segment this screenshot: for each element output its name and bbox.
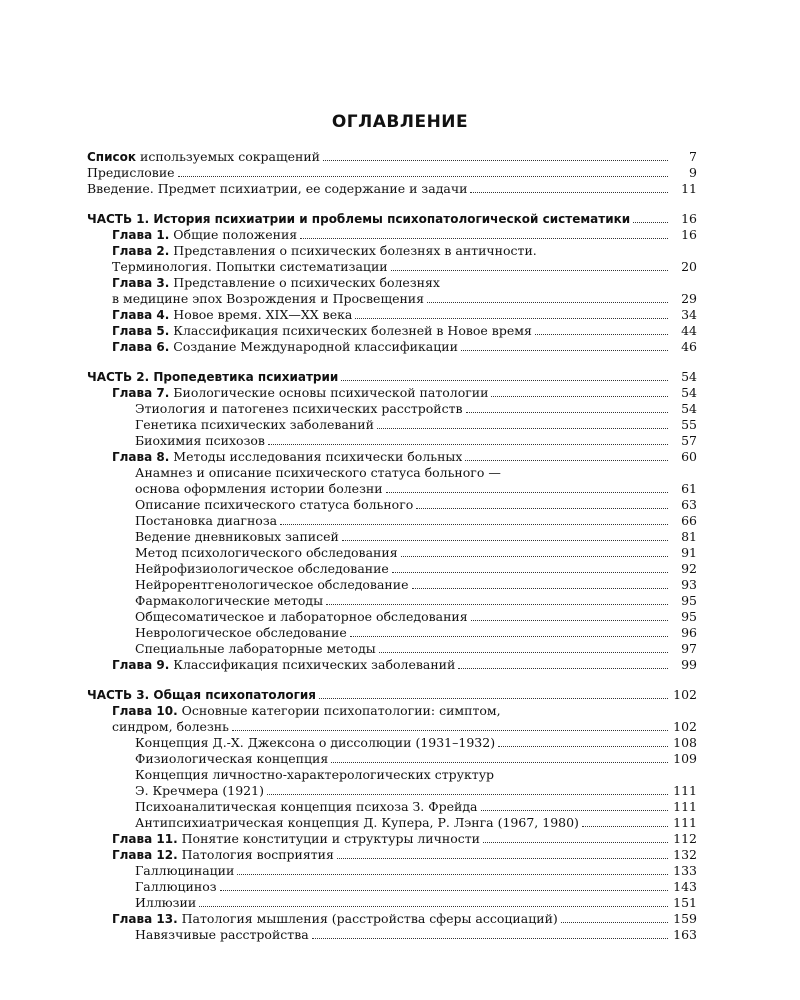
leader-dots bbox=[341, 380, 668, 381]
toc-row[interactable] bbox=[87, 847, 697, 863]
entry-title bbox=[112, 385, 488, 401]
page-number: 60 bbox=[681, 449, 697, 464]
leader-dots bbox=[267, 794, 668, 795]
page-number: 151 bbox=[673, 895, 697, 910]
entry-text: Этиология и патогенез психических расстройств bbox=[135, 401, 463, 416]
page-number: 92 bbox=[681, 561, 697, 576]
entry-title bbox=[135, 529, 339, 545]
entry-title bbox=[135, 863, 234, 879]
entry-text: Галлюцинации bbox=[135, 863, 235, 878]
entry-text: Представление о психических болезнях bbox=[173, 275, 440, 290]
entry-title bbox=[135, 879, 217, 895]
entry-text: Патология мышления (расстройства сферы ассоциаций) bbox=[181, 911, 558, 926]
entry-title bbox=[135, 497, 413, 513]
toc-row[interactable] bbox=[87, 243, 697, 259]
page-title: ОГЛАВЛЕНИЕ bbox=[331, 112, 469, 132]
page-number: 61 bbox=[681, 481, 697, 496]
entry-title bbox=[135, 751, 328, 767]
toc-row[interactable] bbox=[87, 227, 697, 243]
entry-title bbox=[135, 609, 468, 625]
part-title bbox=[87, 687, 316, 703]
leader-dots bbox=[312, 938, 668, 939]
toc-row[interactable] bbox=[87, 529, 697, 545]
entry-text: Метод психологического обследования bbox=[135, 545, 398, 560]
entry-title bbox=[135, 783, 264, 799]
entry-title bbox=[112, 719, 229, 735]
part-section bbox=[87, 211, 697, 355]
page-number: 20 bbox=[681, 259, 697, 274]
page-number: 96 bbox=[681, 625, 697, 640]
page-number: 54 bbox=[681, 385, 697, 400]
page-number: 44 bbox=[681, 323, 697, 338]
toc-row[interactable] bbox=[87, 815, 697, 831]
toc-row[interactable] bbox=[87, 339, 697, 355]
page-number: 57 bbox=[681, 433, 697, 448]
leader-dots bbox=[379, 652, 668, 653]
entry-text: Нейрофизиологическое обследование bbox=[135, 561, 389, 576]
part-title-text: ЧАСТЬ 1. История психиатрии и проблемы психопатологической систематики bbox=[87, 212, 631, 226]
entry-text: Специальные лабораторные методы bbox=[135, 641, 376, 656]
entry-title bbox=[112, 243, 537, 259]
entry-text: Методы исследования психически больных bbox=[173, 449, 463, 464]
leader-dots bbox=[319, 698, 668, 699]
leader-dots bbox=[412, 588, 669, 589]
toc-row[interactable] bbox=[87, 593, 697, 609]
leader-dots bbox=[535, 334, 668, 335]
entry-label: Глава 10. bbox=[112, 704, 178, 718]
toc-row[interactable] bbox=[87, 879, 697, 895]
page-number: 54 bbox=[681, 369, 697, 384]
part-heading[interactable] bbox=[87, 687, 697, 703]
entry-title bbox=[135, 895, 196, 911]
entry-title bbox=[135, 799, 478, 815]
entry-title bbox=[135, 561, 389, 577]
entry-title bbox=[112, 323, 532, 339]
entry-text: Физиологическая концепция bbox=[135, 751, 329, 766]
toc-row[interactable] bbox=[87, 751, 697, 767]
leader-dots bbox=[232, 730, 668, 731]
entry-text: Новое время. XIX—XX века bbox=[173, 307, 353, 322]
entry-text: Ведение дневниковых записей bbox=[135, 529, 339, 544]
entry-title bbox=[112, 847, 334, 863]
part-heading[interactable] bbox=[87, 211, 697, 227]
entry-label: Глава 1. bbox=[112, 228, 170, 242]
page-number: 29 bbox=[681, 291, 697, 306]
entry-text: Предисловие bbox=[87, 165, 175, 180]
leader-dots bbox=[237, 874, 668, 875]
page-number: 95 bbox=[681, 609, 697, 624]
page-number: 111 bbox=[673, 783, 697, 798]
part-heading[interactable] bbox=[87, 369, 697, 385]
entry-title bbox=[135, 641, 376, 657]
entry-title bbox=[112, 291, 424, 307]
leader-dots bbox=[461, 350, 668, 351]
part-title bbox=[87, 369, 338, 385]
toc-row[interactable] bbox=[87, 401, 697, 417]
entry-title bbox=[112, 657, 455, 673]
toc-row[interactable] bbox=[87, 259, 697, 275]
entry-text: Биологические основы психической патологии bbox=[173, 385, 489, 400]
entry-text: Описание психического статуса больного bbox=[135, 497, 414, 512]
entry-text: Терминология. Попытки систематизации bbox=[112, 259, 388, 274]
entry-title bbox=[135, 401, 463, 417]
entry-text: Анамнез и описание психического статуса больного — bbox=[135, 465, 501, 480]
section-gap bbox=[87, 355, 697, 369]
entry-text: Концепция личностно-характерологических структур bbox=[135, 767, 495, 782]
page-number: 46 bbox=[681, 339, 697, 354]
leader-dots bbox=[391, 270, 668, 271]
toc-row[interactable] bbox=[87, 767, 697, 783]
entry-text: Патология восприятия bbox=[181, 847, 334, 862]
entry-title bbox=[112, 911, 558, 927]
part-section bbox=[87, 687, 697, 943]
page-number: 102 bbox=[673, 687, 697, 702]
page-number: 11 bbox=[681, 181, 697, 196]
leader-dots bbox=[355, 318, 668, 319]
entry-title bbox=[112, 307, 352, 323]
entry-title bbox=[135, 767, 494, 783]
toc-row[interactable] bbox=[87, 703, 697, 719]
page-number: 81 bbox=[681, 529, 697, 544]
toc-row[interactable] bbox=[87, 831, 697, 847]
toc-row[interactable] bbox=[87, 863, 697, 879]
entry-title bbox=[112, 449, 462, 465]
leader-dots bbox=[178, 176, 668, 177]
entry-title bbox=[112, 339, 458, 355]
entry-label: Глава 11. bbox=[112, 832, 178, 846]
leader-dots bbox=[470, 192, 668, 193]
page-number: 63 bbox=[681, 497, 697, 512]
toc-row[interactable] bbox=[87, 385, 697, 401]
section-gap bbox=[87, 673, 697, 687]
page-number: 163 bbox=[673, 927, 697, 942]
part-section bbox=[87, 369, 697, 673]
leader-dots bbox=[498, 746, 668, 747]
entry-text: Классификация психических заболеваний bbox=[173, 657, 456, 672]
toc-row[interactable] bbox=[87, 719, 697, 735]
page-number: 16 bbox=[681, 211, 697, 226]
leader-dots bbox=[337, 858, 668, 859]
entry-text: Представления о психических болезнях в античности. bbox=[173, 243, 537, 258]
leader-dots bbox=[326, 604, 668, 605]
entry-text: Психоаналитическая концепция психоза З. Фрейда bbox=[135, 799, 478, 814]
leader-dots bbox=[582, 826, 668, 827]
leader-dots bbox=[466, 412, 668, 413]
page-number: 111 bbox=[673, 815, 697, 830]
leader-dots bbox=[465, 460, 668, 461]
leader-dots bbox=[401, 556, 668, 557]
part-title-text: ЧАСТЬ 3. Общая психопатология bbox=[87, 688, 317, 702]
toc-row[interactable] bbox=[87, 609, 697, 625]
entry-text: Антипсихиатрическая концепция Д. Купера, Р. Лэнга (1967, 1980) bbox=[135, 815, 579, 830]
leader-dots bbox=[323, 160, 668, 161]
entry-title bbox=[135, 513, 277, 529]
entry-title bbox=[135, 593, 323, 609]
page-number: 112 bbox=[673, 831, 697, 846]
entry-title bbox=[87, 181, 467, 197]
entry-text: Иллюзии bbox=[135, 895, 197, 910]
page-number: 102 bbox=[673, 719, 697, 734]
entry-text: Галлюциноз bbox=[135, 879, 217, 894]
toc-row[interactable] bbox=[87, 181, 697, 197]
entry-text: Биохимия психозов bbox=[135, 433, 265, 448]
entry-title bbox=[87, 149, 320, 165]
page-number: 97 bbox=[681, 641, 697, 656]
entry-label: Глава 9. bbox=[112, 658, 170, 672]
leader-dots bbox=[416, 508, 668, 509]
page-number: 55 bbox=[681, 417, 697, 432]
toc-row[interactable] bbox=[87, 927, 697, 943]
leader-dots bbox=[377, 428, 668, 429]
entry-text: синдром, болезнь bbox=[112, 719, 229, 734]
toc-row[interactable] bbox=[87, 291, 697, 307]
entry-title bbox=[135, 625, 347, 641]
page-number: 108 bbox=[673, 735, 697, 750]
leader-dots bbox=[199, 906, 668, 907]
entry-label: Глава 12. bbox=[112, 848, 178, 862]
entry-text: Общие положения bbox=[173, 227, 298, 242]
page-number: 133 bbox=[673, 863, 697, 878]
page-number: 93 bbox=[681, 577, 697, 592]
part-title bbox=[87, 211, 630, 227]
page-number: 159 bbox=[673, 911, 697, 926]
entry-title bbox=[112, 227, 297, 243]
entry-title bbox=[135, 433, 265, 449]
leader-dots bbox=[386, 492, 668, 493]
entry-label: Глава 6. bbox=[112, 340, 170, 354]
entry-title bbox=[135, 465, 501, 481]
toc-row[interactable] bbox=[87, 497, 697, 513]
leader-dots bbox=[427, 302, 668, 303]
entry-text: Фармакологические методы bbox=[135, 593, 324, 608]
entry-text: Постановка диагноза bbox=[135, 513, 278, 528]
entry-text: Понятие конституции и структуры личности bbox=[181, 831, 481, 846]
toc-row[interactable] bbox=[87, 465, 697, 481]
toc-row[interactable] bbox=[87, 735, 697, 751]
part-title-text: ЧАСТЬ 2. Пропедевтика психиатрии bbox=[87, 370, 339, 384]
page-number: 66 bbox=[681, 513, 697, 528]
entry-text: используемых сокращений bbox=[136, 149, 320, 164]
table-of-contents bbox=[87, 149, 697, 943]
toc-row[interactable] bbox=[87, 165, 697, 181]
entry-label: Глава 7. bbox=[112, 386, 170, 400]
leader-dots bbox=[633, 222, 668, 223]
entry-text: Навязчивые расстройства bbox=[135, 927, 309, 942]
entry-text: Классификация психических болезней в Новое время bbox=[173, 323, 532, 338]
entry-title bbox=[87, 165, 175, 181]
leader-dots bbox=[481, 810, 669, 811]
entry-title bbox=[112, 275, 440, 291]
toc-row[interactable] bbox=[87, 545, 697, 561]
entry-text: основа оформления истории болезни bbox=[135, 481, 383, 496]
page-number: 54 bbox=[681, 401, 697, 416]
leader-dots bbox=[220, 890, 668, 891]
entry-text: Создание Международной классификации bbox=[173, 339, 458, 354]
toc-row[interactable] bbox=[87, 323, 697, 339]
toc-row[interactable] bbox=[87, 417, 697, 433]
entry-label: Глава 5. bbox=[112, 324, 170, 338]
toc-row[interactable] bbox=[87, 895, 697, 911]
toc-row[interactable] bbox=[87, 641, 697, 657]
entry-title bbox=[135, 735, 495, 751]
entry-title bbox=[112, 259, 388, 275]
leader-dots bbox=[350, 636, 668, 637]
entry-text: Введение. Предмет психиатрии, ее содержание и задачи bbox=[87, 181, 468, 196]
page-number: 111 bbox=[673, 799, 697, 814]
toc-row[interactable] bbox=[87, 275, 697, 291]
toc-row[interactable] bbox=[87, 307, 697, 323]
section-gap bbox=[87, 197, 697, 211]
page-number: 16 bbox=[681, 227, 697, 242]
toc-row[interactable] bbox=[87, 625, 697, 641]
leader-dots bbox=[268, 444, 668, 445]
page-number: 109 bbox=[673, 751, 697, 766]
entry-label: Глава 8. bbox=[112, 450, 170, 464]
leader-dots bbox=[561, 922, 668, 923]
toc-row[interactable] bbox=[87, 911, 697, 927]
entry-title bbox=[112, 831, 480, 847]
entry-title bbox=[135, 927, 309, 943]
leader-dots bbox=[471, 620, 668, 621]
leader-dots bbox=[331, 762, 668, 763]
toc-row[interactable] bbox=[87, 449, 697, 465]
entry-title bbox=[135, 545, 398, 561]
entry-title bbox=[112, 703, 501, 719]
page-number: 99 bbox=[681, 657, 697, 672]
entry-text: в медицине эпох Возрождения и Просвещения bbox=[112, 291, 425, 306]
toc-row[interactable] bbox=[87, 799, 697, 815]
page-number: 34 bbox=[681, 307, 697, 322]
toc-row[interactable] bbox=[87, 513, 697, 529]
toc-row[interactable] bbox=[87, 149, 697, 165]
entry-title bbox=[135, 481, 383, 497]
leader-dots bbox=[483, 842, 668, 843]
entry-title bbox=[135, 577, 409, 593]
entry-title bbox=[135, 417, 374, 433]
page-number: 9 bbox=[689, 165, 697, 180]
front-matter bbox=[87, 149, 697, 197]
page-number: 132 bbox=[673, 847, 697, 862]
toc-row[interactable] bbox=[87, 577, 697, 593]
leader-dots bbox=[300, 238, 668, 239]
entry-title bbox=[135, 815, 579, 831]
entry-label: Глава 3. bbox=[112, 276, 170, 290]
leader-dots bbox=[491, 396, 668, 397]
page-number: 95 bbox=[681, 593, 697, 608]
entry-label: Список bbox=[87, 150, 137, 164]
leader-dots bbox=[458, 668, 668, 669]
entry-text: Нейрорентгенологическое обследование bbox=[135, 577, 409, 592]
entry-label: Глава 2. bbox=[112, 244, 170, 258]
toc-row[interactable] bbox=[87, 433, 697, 449]
page-number: 143 bbox=[673, 879, 697, 894]
entry-text: Общесоматическое и лабораторное обследования bbox=[135, 609, 468, 624]
leader-dots bbox=[392, 572, 668, 573]
toc-row[interactable] bbox=[87, 561, 697, 577]
entry-text: Э. Кречмера (1921) bbox=[135, 783, 264, 798]
page-number: 91 bbox=[681, 545, 697, 560]
entry-text: Генетика психических заболеваний bbox=[135, 417, 374, 432]
page-number: 7 bbox=[689, 149, 697, 164]
entry-text: Неврологическое обследование bbox=[135, 625, 347, 640]
toc-row[interactable] bbox=[87, 783, 697, 799]
entry-label: Глава 13. bbox=[112, 912, 178, 926]
entry-text: Основные категории психопатологии: симптом, bbox=[181, 703, 501, 718]
entry-label: Глава 4. bbox=[112, 308, 170, 322]
toc-row[interactable] bbox=[87, 481, 697, 497]
leader-dots bbox=[280, 524, 668, 525]
leader-dots bbox=[342, 540, 668, 541]
toc-row[interactable] bbox=[87, 657, 697, 673]
entry-text: Концепция Д.-Х. Джексона о диссолюции (1931–1932) bbox=[135, 735, 496, 750]
